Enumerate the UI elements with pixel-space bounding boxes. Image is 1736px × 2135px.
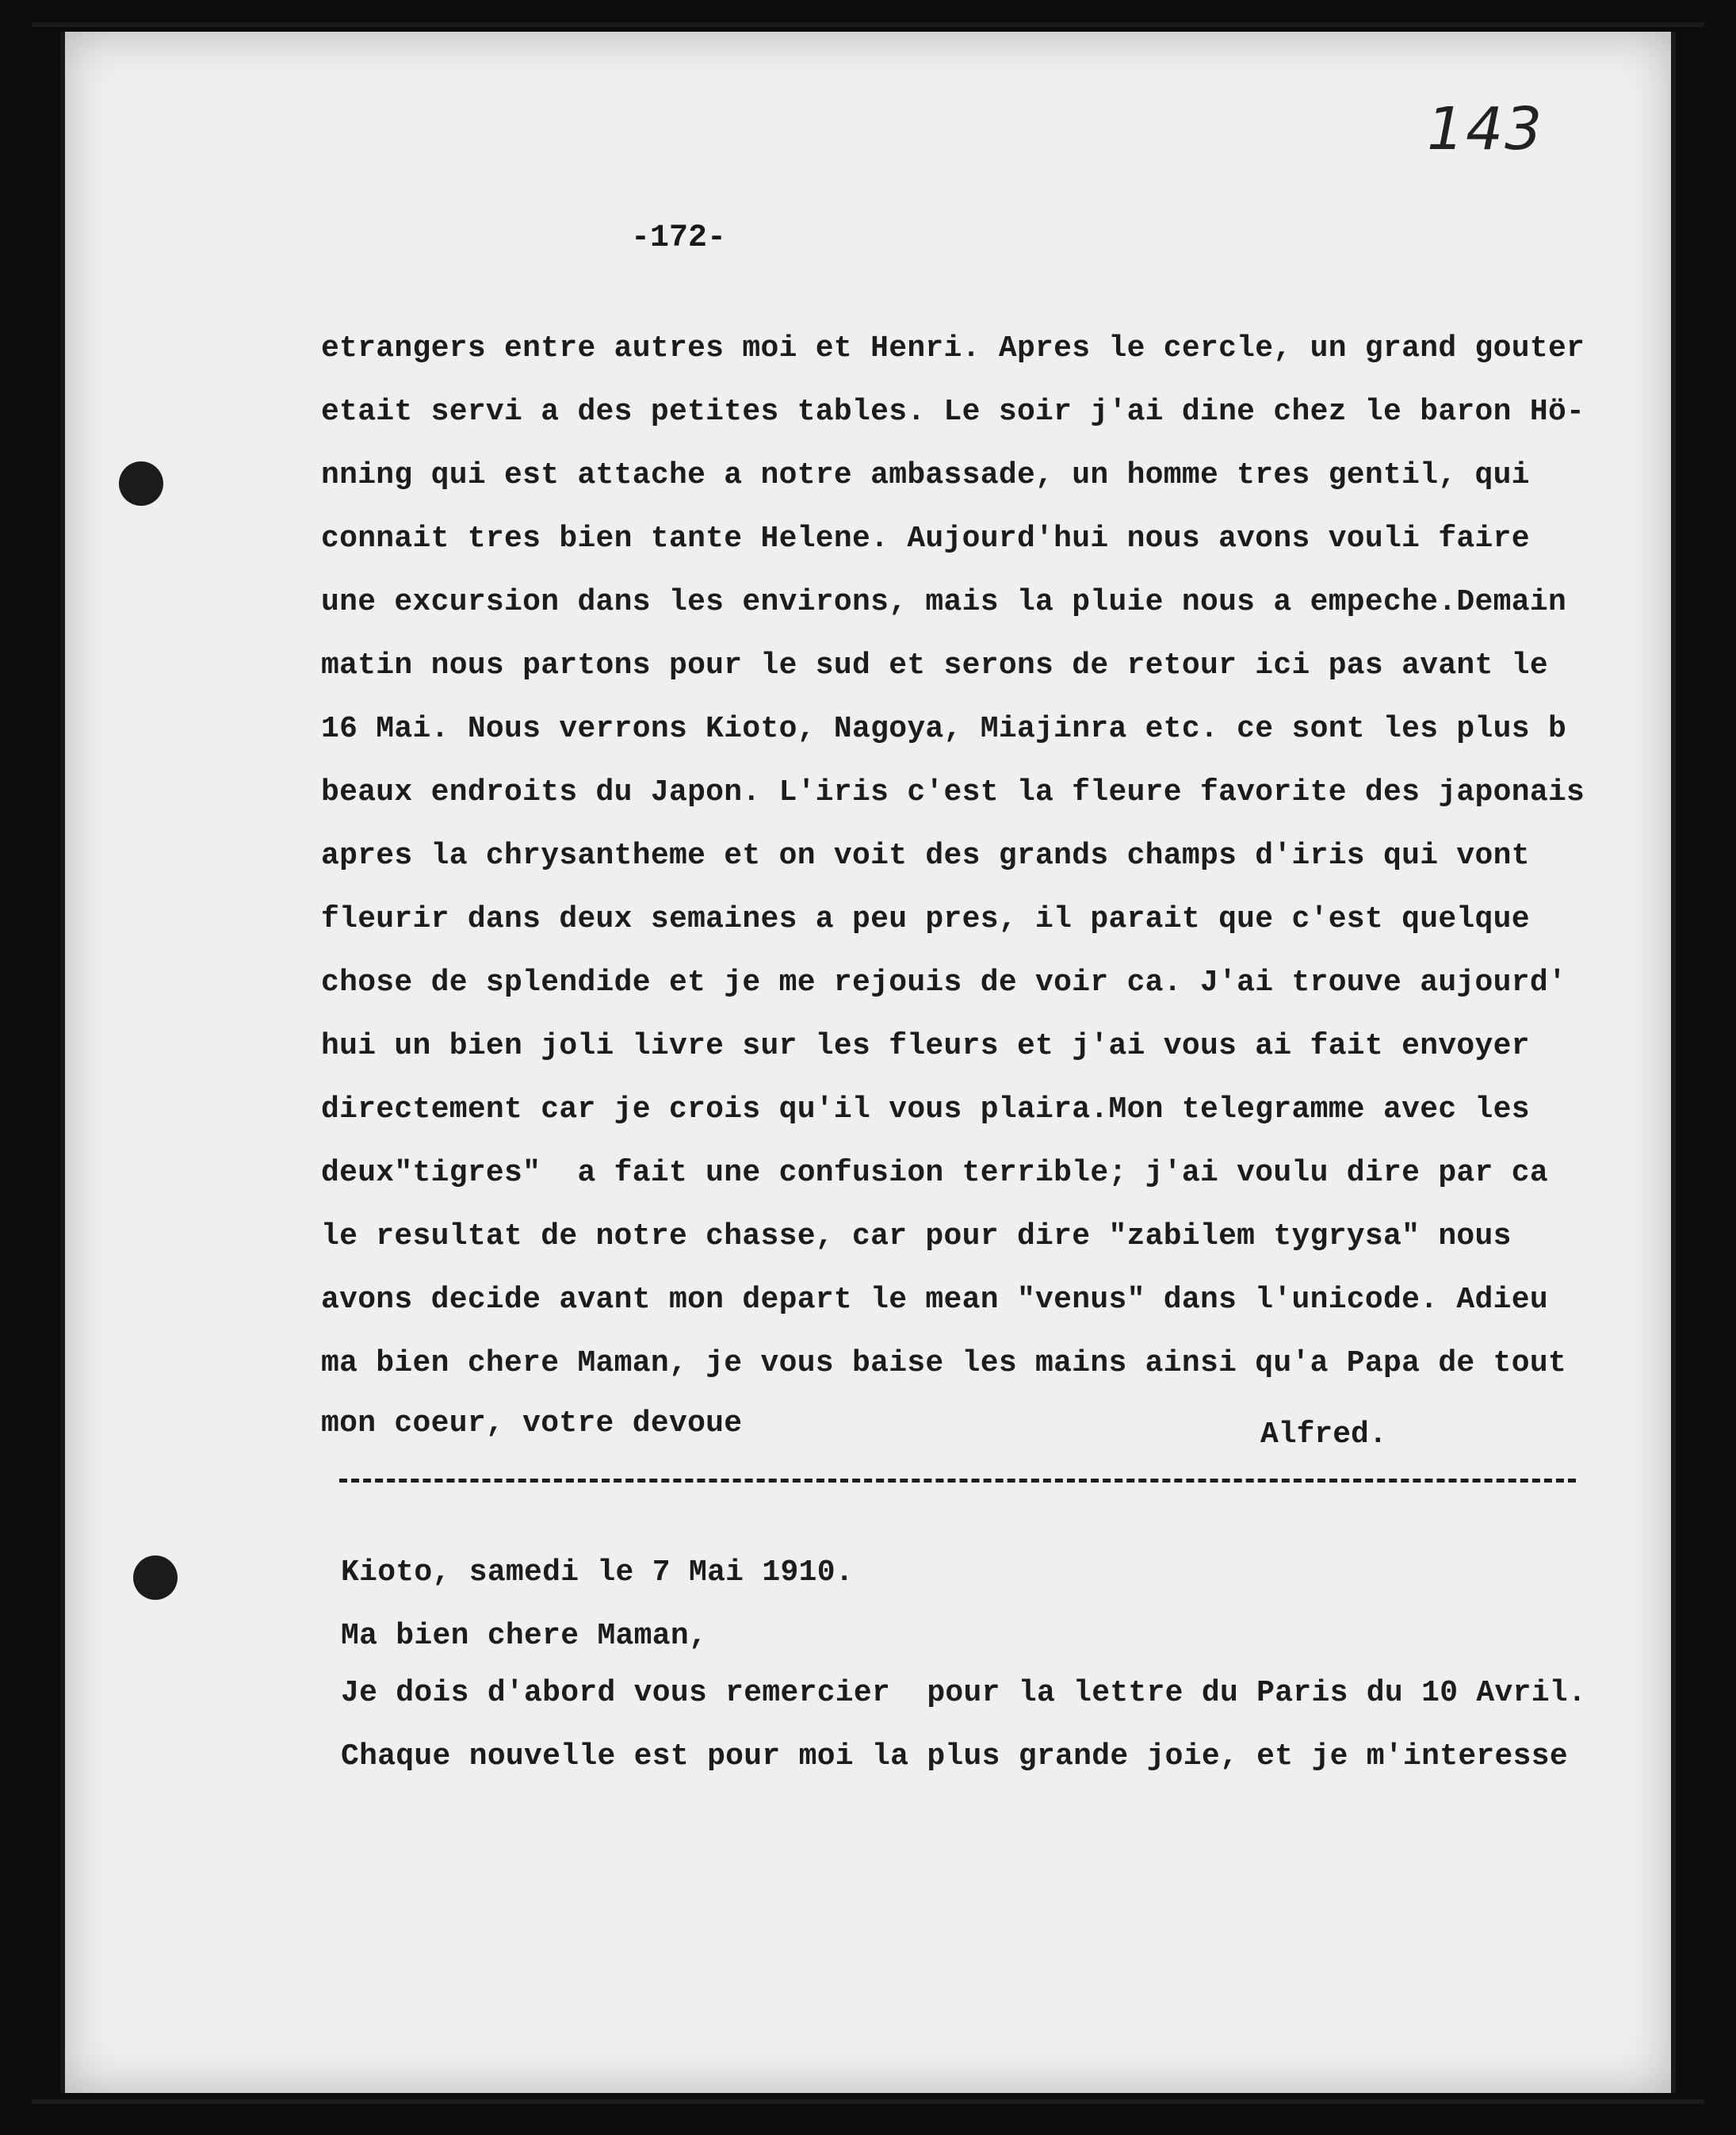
letter-line: directement car je crois qu'il vous plaira.Mon telegramme avec les [321,1092,1530,1127]
archive-number: 143 [1427,95,1544,163]
letter-line: Chaque nouvelle est pour moi la plus grande joie, et je m'interesse [341,1739,1568,1773]
page-number: -172- [631,220,727,256]
letter-line: avons decide avant mon depart le mean "venus" dans l'unicode. Adieu [321,1283,1548,1317]
letter-line: hui un bien joli livre sur les fleurs et j'ai vous ai fait envoyer [321,1029,1530,1063]
film-frame-top [32,22,1704,27]
letter-line: Je dois d'abord vous remercier pour la lettre du Paris du 10 Avril. [341,1676,1587,1710]
letter-line: chose de splendide et je me rejouis de voir ca. J'ai trouve aujourd' [321,966,1567,1000]
letter-line: 16 Mai. Nous verrons Kioto, Nagoya, Miajinra etc. ce sont les plus b [321,712,1567,746]
separator-line [339,1479,1576,1483]
letter-line: ma bien chere Maman, je vous baise les mains ainsi qu'a Papa de tout [321,1346,1567,1380]
film-frame-left [60,32,65,2093]
letter-line: beaux endroits du Japon. L'iris c'est la fleure favorite des japonais [321,775,1585,809]
letter-line: deux"tigres" a fait une confusion terrible; j'ai voulu dire par ca [321,1156,1548,1190]
letter-line: apres la chrysantheme et on voit des grands champs d'iris qui vont [321,839,1530,873]
punch-hole-top [119,461,163,506]
letter-line: nning qui est attache a notre ambassade, un homme tres gentil, qui [321,458,1530,492]
letter-line: etrangers entre autres moi et Henri. Apres le cercle, un grand gouter [321,331,1585,365]
signature: Alfred. [1260,1418,1387,1452]
letter-line: etait servi a des petites tables. Le soir j'ai dine chez le baron Hö- [321,395,1585,429]
letter-line: matin nous partons pour le sud et serons de retour ici pas avant le [321,649,1548,683]
letter-date: Kioto, samedi le 7 Mai 1910. [341,1555,854,1590]
letter-salutation: Ma bien chere Maman, [341,1619,708,1653]
film-frame-bottom [32,2099,1704,2104]
letter-line: connait tres bien tante Helene. Aujourd'hui nous avons vouli faire [321,522,1530,556]
letter-line: une excursion dans les environs, mais la pluie nous a empeche.Demain [321,585,1567,619]
letter-line: fleurir dans deux semaines a peu pres, il parait que c'est quelque [321,902,1530,936]
letter-line: le resultat de notre chasse, car pour dire "zabilem tygrysa" nous [321,1219,1512,1253]
punch-hole-bottom [133,1555,178,1600]
letter-line: mon coeur, votre devoue [321,1406,743,1441]
film-frame-right [1671,32,1676,2093]
